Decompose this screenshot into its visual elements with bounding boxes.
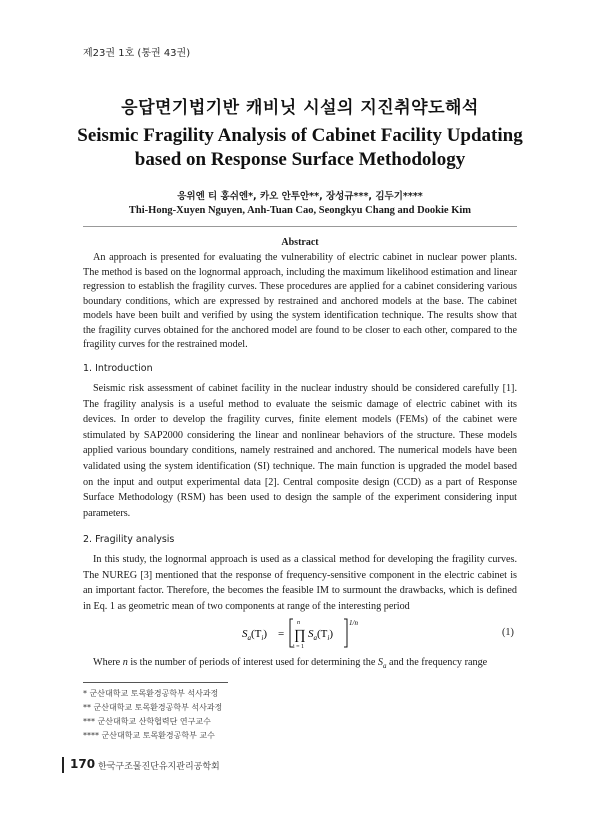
section-heading-fragility: 2. Fragility analysis — [83, 534, 175, 545]
where-mid: is the number of periods of interest used for determining the — [127, 657, 378, 668]
eq-lhs-close: ) — [263, 628, 268, 640]
svg-text:Sa(Ti) — [308, 628, 333, 642]
eq-lhs-arg: (T — [251, 628, 262, 640]
footnote-divider — [83, 682, 228, 683]
where-post: and the frequency range — [386, 657, 488, 668]
eq-equals: = — [278, 628, 285, 640]
where-sym: S — [377, 657, 383, 668]
equation-number: (1) — [502, 627, 514, 638]
eq-prod-top: n — [297, 620, 300, 626]
eq-lhs: S — [242, 628, 248, 640]
footnote-item: * 군산대학교 토목환경공학부 석사과정 — [83, 689, 219, 698]
eq-term: S — [308, 628, 314, 640]
header-divider — [83, 226, 517, 227]
footnote-item: **** 군산대학교 토목환경공학부 교수 — [83, 731, 215, 740]
section-heading-introduction: 1. Introduction — [83, 363, 153, 374]
title-korean: 응답면기법기반 캐비닛 시설의 지진취약도해석 — [121, 98, 479, 118]
footnotes — [83, 687, 222, 743]
eq-lhs-arg-sub: i — [261, 634, 264, 642]
eq-term-arg: (T — [317, 628, 328, 640]
footnote-item: ** 군산대학교 토목환경공학부 석사과정 — [83, 703, 223, 712]
journal-name: 한국구조물진단유지관리공학회 — [98, 762, 220, 772]
authors-korean: 응위엔 티 홍쉬엔*, 카오 안투안**, 장성규***, 김두기**** — [177, 191, 423, 202]
where-pre: Where — [93, 657, 123, 668]
title-english: Seismic Fragility Analysis of Cabinet Facility Updating based on Response Surface Methodology — [77, 125, 523, 170]
section-text-fragility: In this study, the lognormal approach is used as a classical method for developing the fragility curves. The NUREG [3] mentioned that the response of frequency-sensitive component in the electric cabinet is an important factor. Therefore, the becomes the feasible IM to surmount the drawbacks, which is defined in Eq. 1 as geometric mean of two components at range of the interesting period — [83, 554, 517, 612]
page-number: 170 — [70, 757, 96, 771]
volume-issue: 제23권 1호 (통권 43권) — [83, 48, 191, 59]
eq-prod-symbol: ∏ — [294, 628, 306, 643]
folio-bar — [62, 757, 64, 773]
where-line — [83, 657, 517, 670]
svg-text:Sa(Ti) — [242, 628, 267, 642]
eq-exponent: 1/n — [349, 619, 358, 627]
eq-left-bracket — [290, 619, 293, 647]
abstract-heading: Abstract — [281, 237, 319, 248]
eq-right-bracket — [344, 619, 347, 647]
footnote-item: *** 군산대학교 산학협력단 연구교수 — [83, 717, 211, 726]
abstract-text: An approach is presented for evaluating the vulnerability of electric cabinet in nuclear power plants. The method is based on the lognormal approach, including the maximum likelihood estimation and linear regression to establish the fragility curves. These procedures are applied for a cabinet considering various boundary conditions, which are expressed by restrained and anchored models at the base. The cabinet models have been built and verified by using the system identification technique. The results show that the fragility curves obtained for the anchored model are found to be closer to each other, compared to the fragility curves for the restrained model. — [83, 252, 517, 350]
section-text-introduction: Seismic risk assessment of cabinet facility in the nuclear industry should be considered carefully [1]. The fragility analysis is a useful method to evaluate the seismic damage of electric cabinet with its devices. In order to develop the fragility curves, finite element models (FEMs) of the cabinet were stimulated by SAP2000 considering the linear and nonlinear behaviors of the structure. These models applied various boundary conditions, namely restrained and anchored. The numerical models have been validated using the system identification (SI) technique. The main function is upgraded the model based on the input and output experimental data [2]. Central composite design (CCD) as a part of Response Surface Methodology (RSM) has been used to design the sample of the experiment considering input parameters. — [83, 383, 517, 519]
equation-1 — [240, 616, 370, 650]
eq-prod-bottom: i = 1 — [293, 644, 305, 650]
eq-lhs-sub: a — [247, 634, 251, 642]
eq-term-close: ) — [329, 628, 334, 640]
eq-term-arg-sub: i — [327, 634, 330, 642]
where-sym-sub: a — [383, 662, 387, 671]
where-var: n — [122, 657, 128, 668]
authors-english: Thi-Hong-Xuyen Nguyen, Anh-Tuan Cao, Seongkyu Chang and Dookie Kim — [128, 205, 472, 216]
eq-term-sub: a — [313, 634, 317, 642]
